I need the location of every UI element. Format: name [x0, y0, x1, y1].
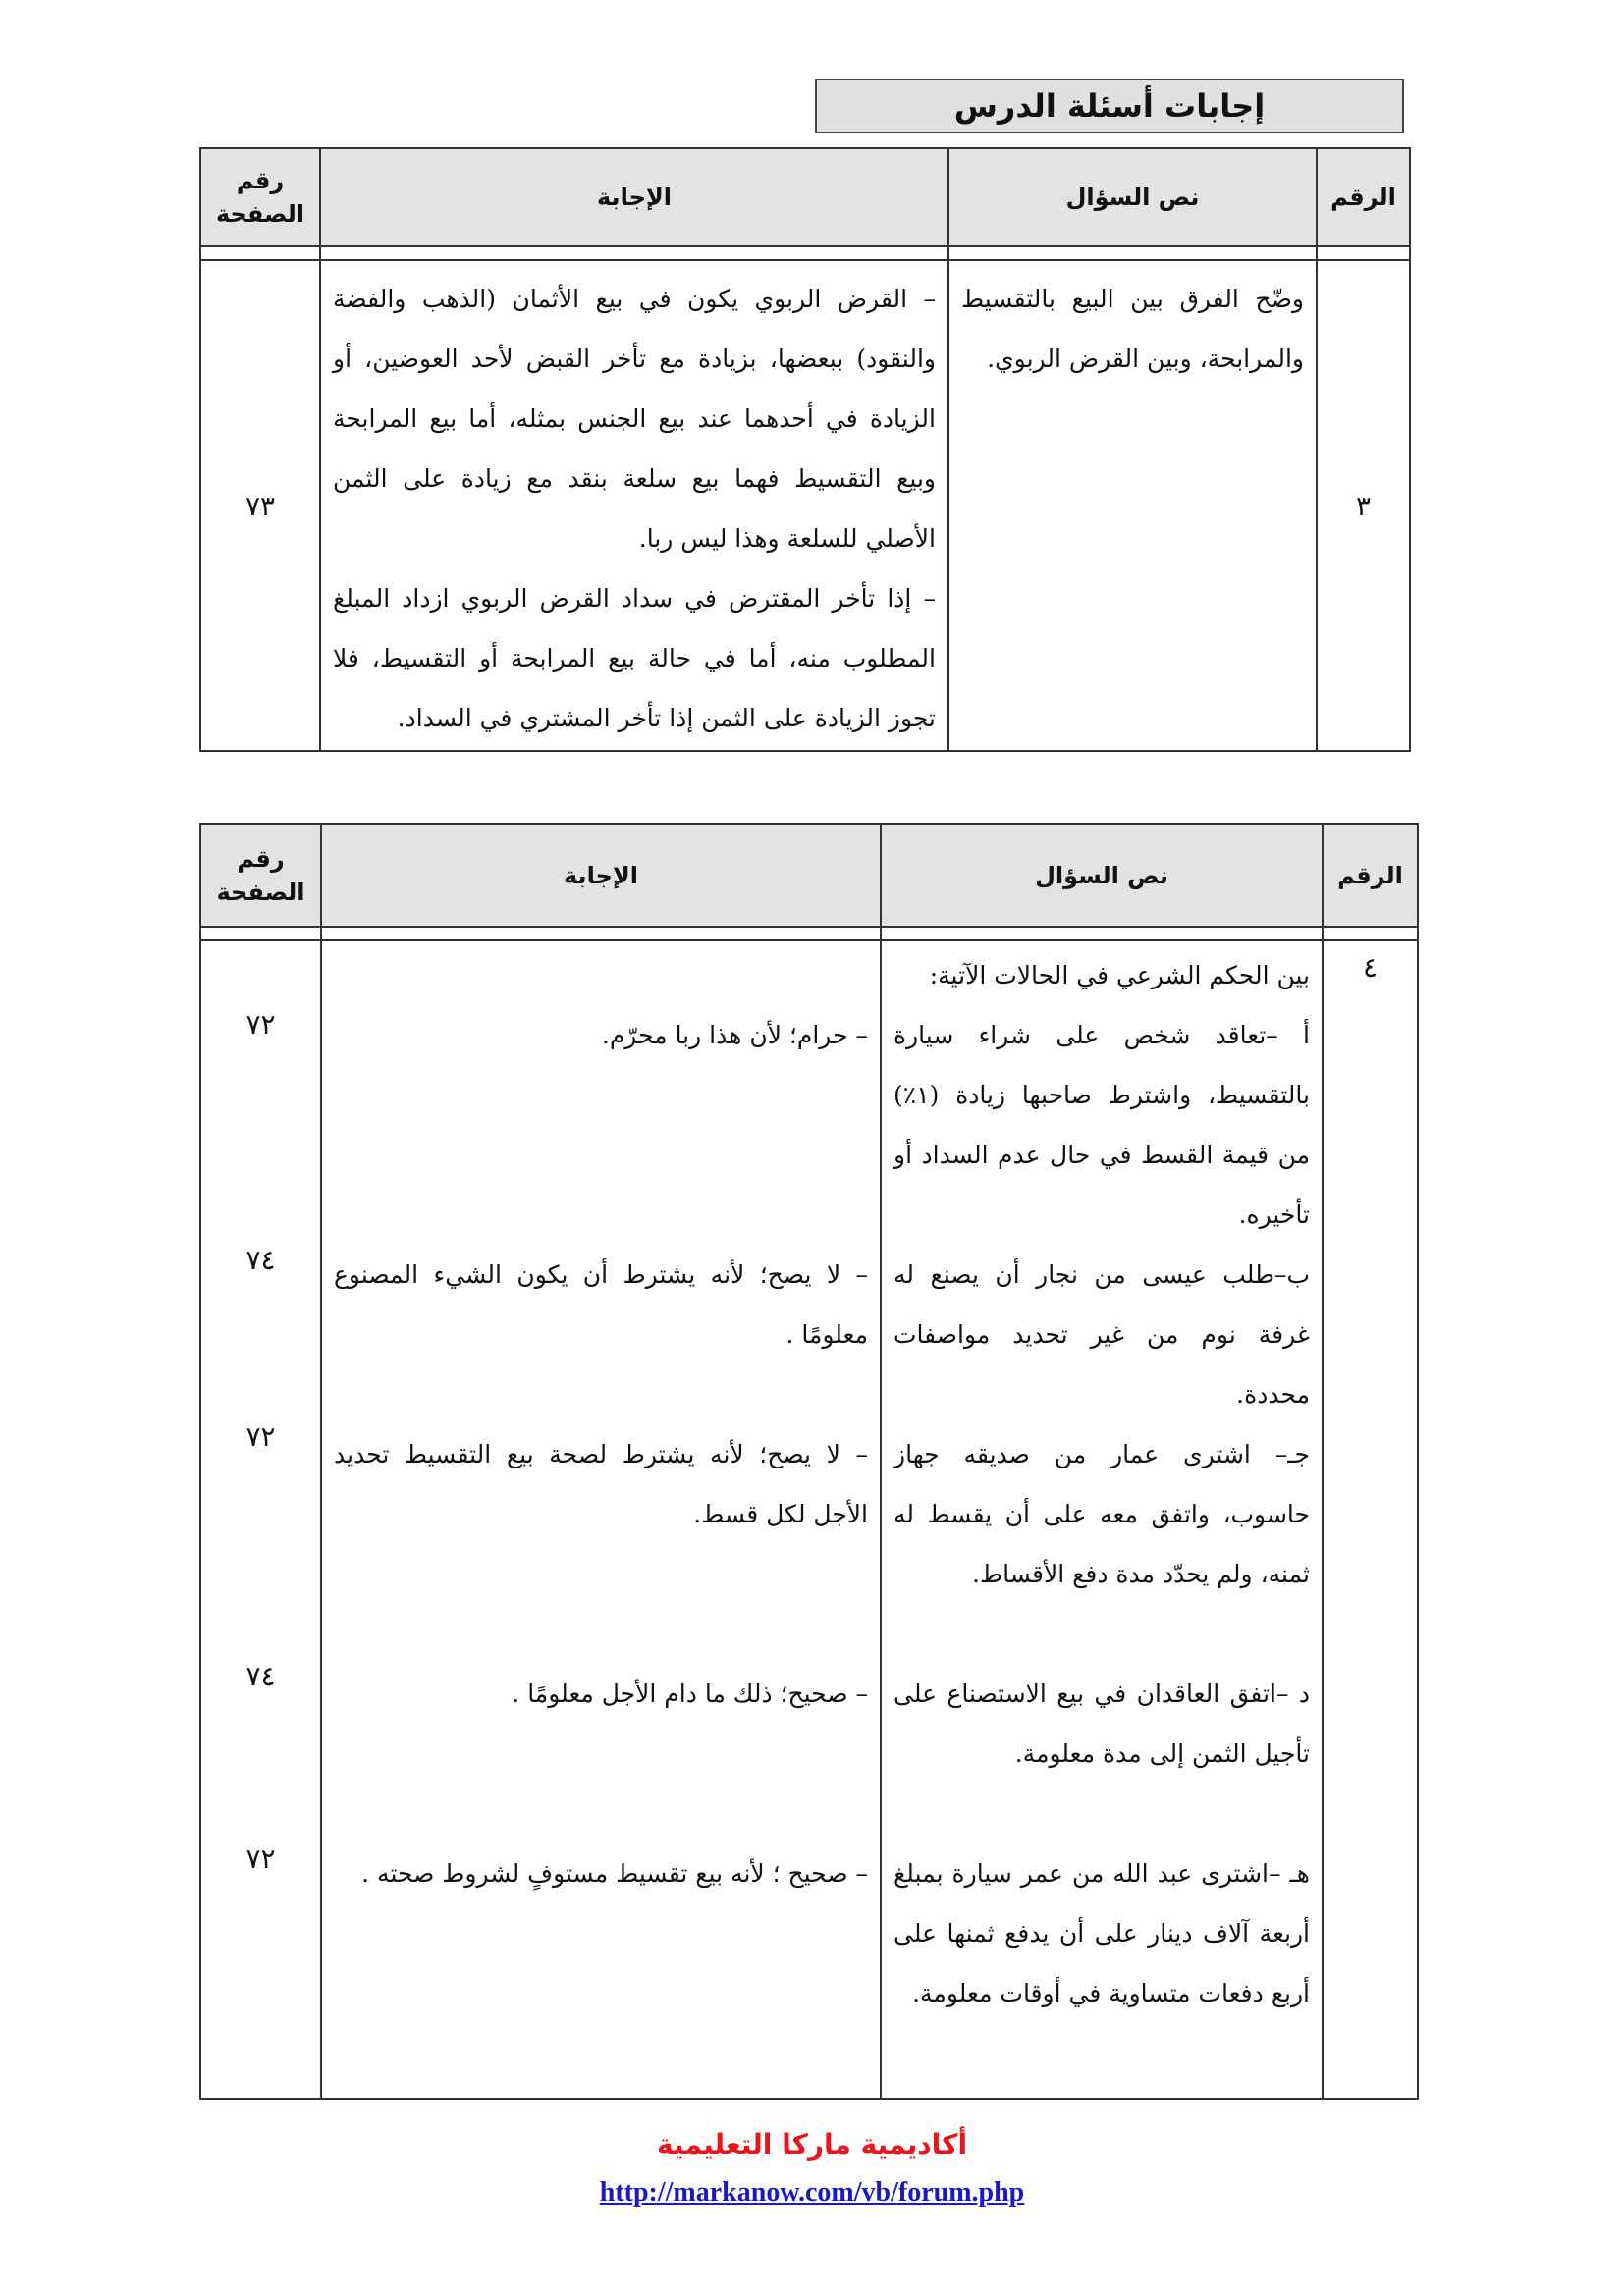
page-number: ٧٣ [200, 260, 320, 751]
answer-paragraph-1: – القرض الربوي يكون في بيع الأثمان (الذهب والفضة والنقود) ببعضها، بزيادة مع تأخر القبض لأحد العوضين، أو الزيادة في أحدهما عند بيع الجنس بمثله، أما بيع المرابحة وبيع التقسيط فهما بيع سلعة بنقد مع زيادة على الثمن الأصلي للسلعة وهذا ليس ربا. [333, 285, 936, 553]
header-num: الرقم [1323, 824, 1418, 927]
question-intro: بين الحكم الشرعي في الحالات الآتية: [929, 961, 1310, 989]
page-cell [200, 940, 321, 2099]
answers-table-1 [199, 147, 1411, 752]
header-question: نص السؤال [948, 148, 1317, 246]
header-page: رقم الصفحة [200, 148, 320, 246]
answer-item-c: – لا يصح؛ لأنه يشترط لصحة بيع التقسيط تحديد الأجل لكل قسط. [334, 1440, 868, 1528]
page-number-d: ٧٤ [245, 1660, 276, 1692]
answer-item-a: – حرام؛ لأن هذا ربا محرّم. [601, 1021, 868, 1049]
page-number-a: ٧٢ [245, 1008, 276, 1041]
footer-academy-name: أكاديمية ماركا التعليمية [656, 2128, 968, 2161]
page-number-b: ٧٤ [245, 1244, 276, 1276]
row-number: ٤ [1323, 940, 1418, 2099]
question-item-e: هـ –اشترى عبد الله من عمر سيارة بمبلغ أربعة آلاف دينار على أن يدفع ثمنها على أربع دفعات متساوية في أوقات معلومة. [893, 1859, 1310, 2007]
header-answer: الإجابة [320, 148, 948, 246]
question-item-a: أ –تعاقد شخص على شراء سيارة بالتقسيط، واشترط صاحبها زيادة (١٪) من قيمة القسط في حال عدم السداد أو تأخيره. [893, 1021, 1310, 1229]
footer-link[interactable]: http://markanow.com/vb/forum.php [599, 2177, 1025, 2208]
answers-table-2 [199, 823, 1419, 2100]
table-row [200, 940, 1418, 2099]
question-item-b: ب–طلب عيسى من نجار أن يصنع له غرفة نوم من غير تحديد مواصفات محددة. [893, 1260, 1310, 1409]
row-number: ٣ [1317, 260, 1410, 751]
table-row [200, 260, 1410, 751]
question-item-d: د –اتفق العاقدان في بيع الاستصناع على تأجيل الثمن إلى مدة معلومة. [893, 1680, 1310, 1768]
answer-cell [321, 940, 881, 2099]
header-question: نص السؤال [881, 824, 1323, 927]
answer-cell [320, 260, 948, 751]
page-title: إجابات أسئلة الدرس [815, 79, 1404, 133]
answer-paragraph-2: – إذا تأخر المقترض في سداد القرض الربوي ازداد المبلغ المطلوب منه، أما في حالة بيع المرابحة أو التقسيط، فلا تجوز الزيادة على الثمن إذا تأخر المشتري في السداد. [333, 584, 936, 732]
header-answer: الإجابة [321, 824, 881, 927]
question-text: وضّح الفرق بين البيع بالتقسيط والمرابحة، وبين القرض الربوي. [948, 260, 1317, 751]
question-cell [881, 940, 1323, 2099]
header-page: رقم الصفحة [200, 824, 321, 927]
page-number-c: ٧٢ [245, 1420, 276, 1453]
answer-item-e: – صحيح ؛ لأنه بيع تقسيط مستوفٍ لشروط صحته . [361, 1859, 868, 1888]
header-num: الرقم [1317, 148, 1410, 246]
answer-item-b: – لا يصح؛ لأنه يشترط أن يكون الشيء المصنوع معلومًا . [334, 1260, 868, 1349]
question-item-c: جـ– اشترى عمار من صديقه جهاز حاسوب، واتفق معه على أن يقسط له ثمنه، ولم يحدّد مدة دفع الأقساط. [893, 1440, 1310, 1588]
answer-item-d: – صحيح؛ ذلك ما دام الأجل معلومًا . [512, 1680, 868, 1708]
page-number-e: ٧٢ [245, 1842, 276, 1875]
